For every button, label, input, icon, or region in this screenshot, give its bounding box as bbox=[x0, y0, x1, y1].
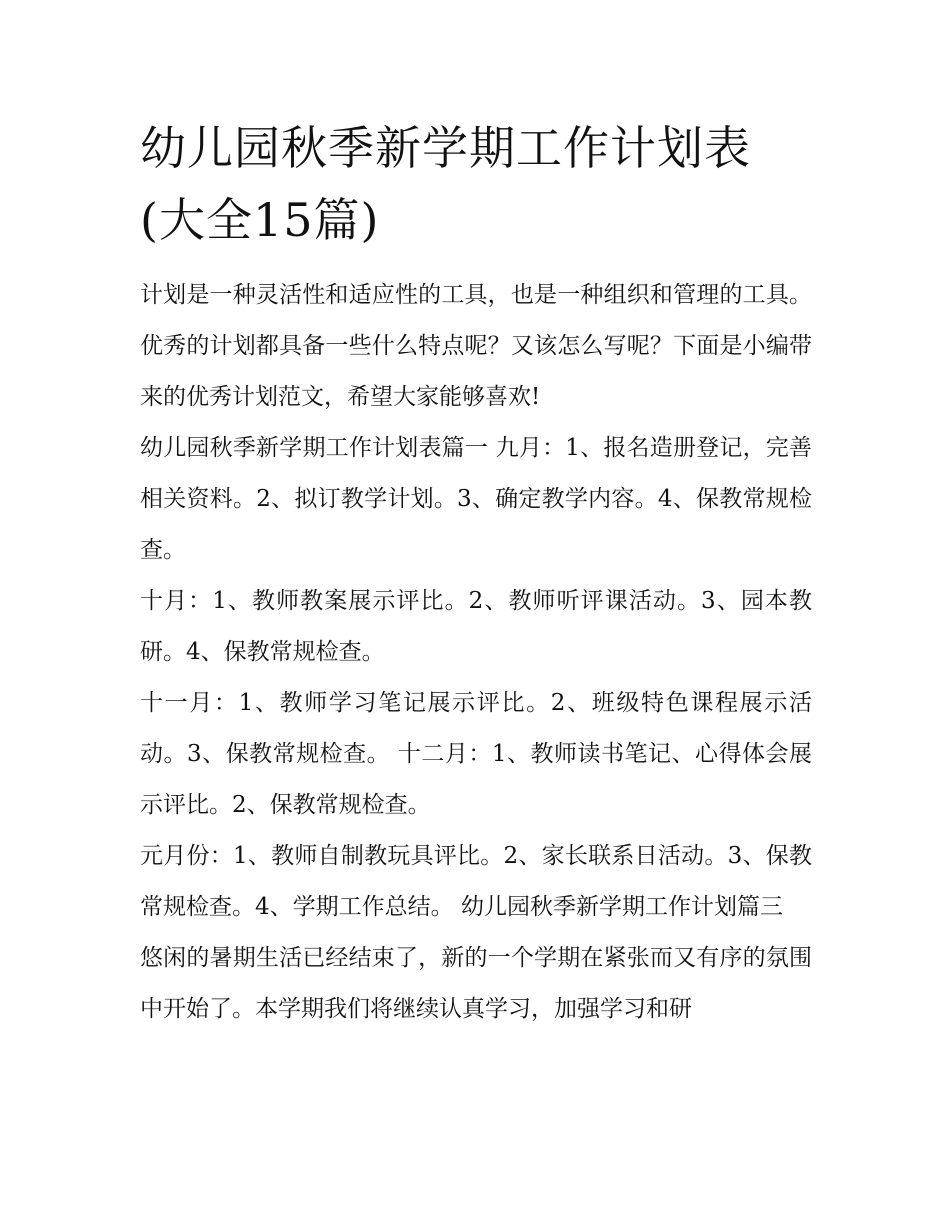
paragraph-plan-three: 悠闲的暑期生活已经结束了，新的一个学期在紧张而又有序的氛围中开始了。本学期我们将继续认真学习，加强学习和研 bbox=[140, 945, 812, 1022]
title-line-2: (大全15篇) bbox=[140, 193, 380, 247]
paragraph-october: 十月：1、教师教案展示评比。2、教师听评课活动。3、园本教研。4、保教常规检查。 bbox=[140, 588, 812, 665]
title-line-1: 幼儿园秋季新学期工作计划表 bbox=[140, 121, 751, 175]
document-body bbox=[140, 270, 812, 1035]
document-page bbox=[140, 112, 812, 1035]
paragraph-january: 元月份：1、教师自制教玩具评比。2、家长联系日活动。3、保教常规检查。4、学期工作总结。 幼儿园秋季新学期工作计划篇三 bbox=[140, 843, 812, 920]
paragraph-intro: 计划是一种灵活性和适应性的工具，也是一种组织和管理的工具。优秀的计划都具备一些什么特点呢？又该怎么写呢？下面是小编带来的优秀计划范文，希望大家能够喜欢! bbox=[140, 282, 812, 410]
document-title bbox=[140, 112, 800, 256]
paragraph-september: 幼儿园秋季新学期工作计划表篇一 九月：1、报名造册登记，完善相关资料。2、拟订教学计划。3、确定教学内容。4、保教常规检查。 bbox=[140, 435, 812, 563]
paragraph-november-december: 十一月：1、教师学习笔记展示评比。2、班级特色课程展示活动。3、保教常规检查。 十二月：1、教师读书笔记、心得体会展示评比。2、保教常规检查。 bbox=[140, 690, 812, 818]
